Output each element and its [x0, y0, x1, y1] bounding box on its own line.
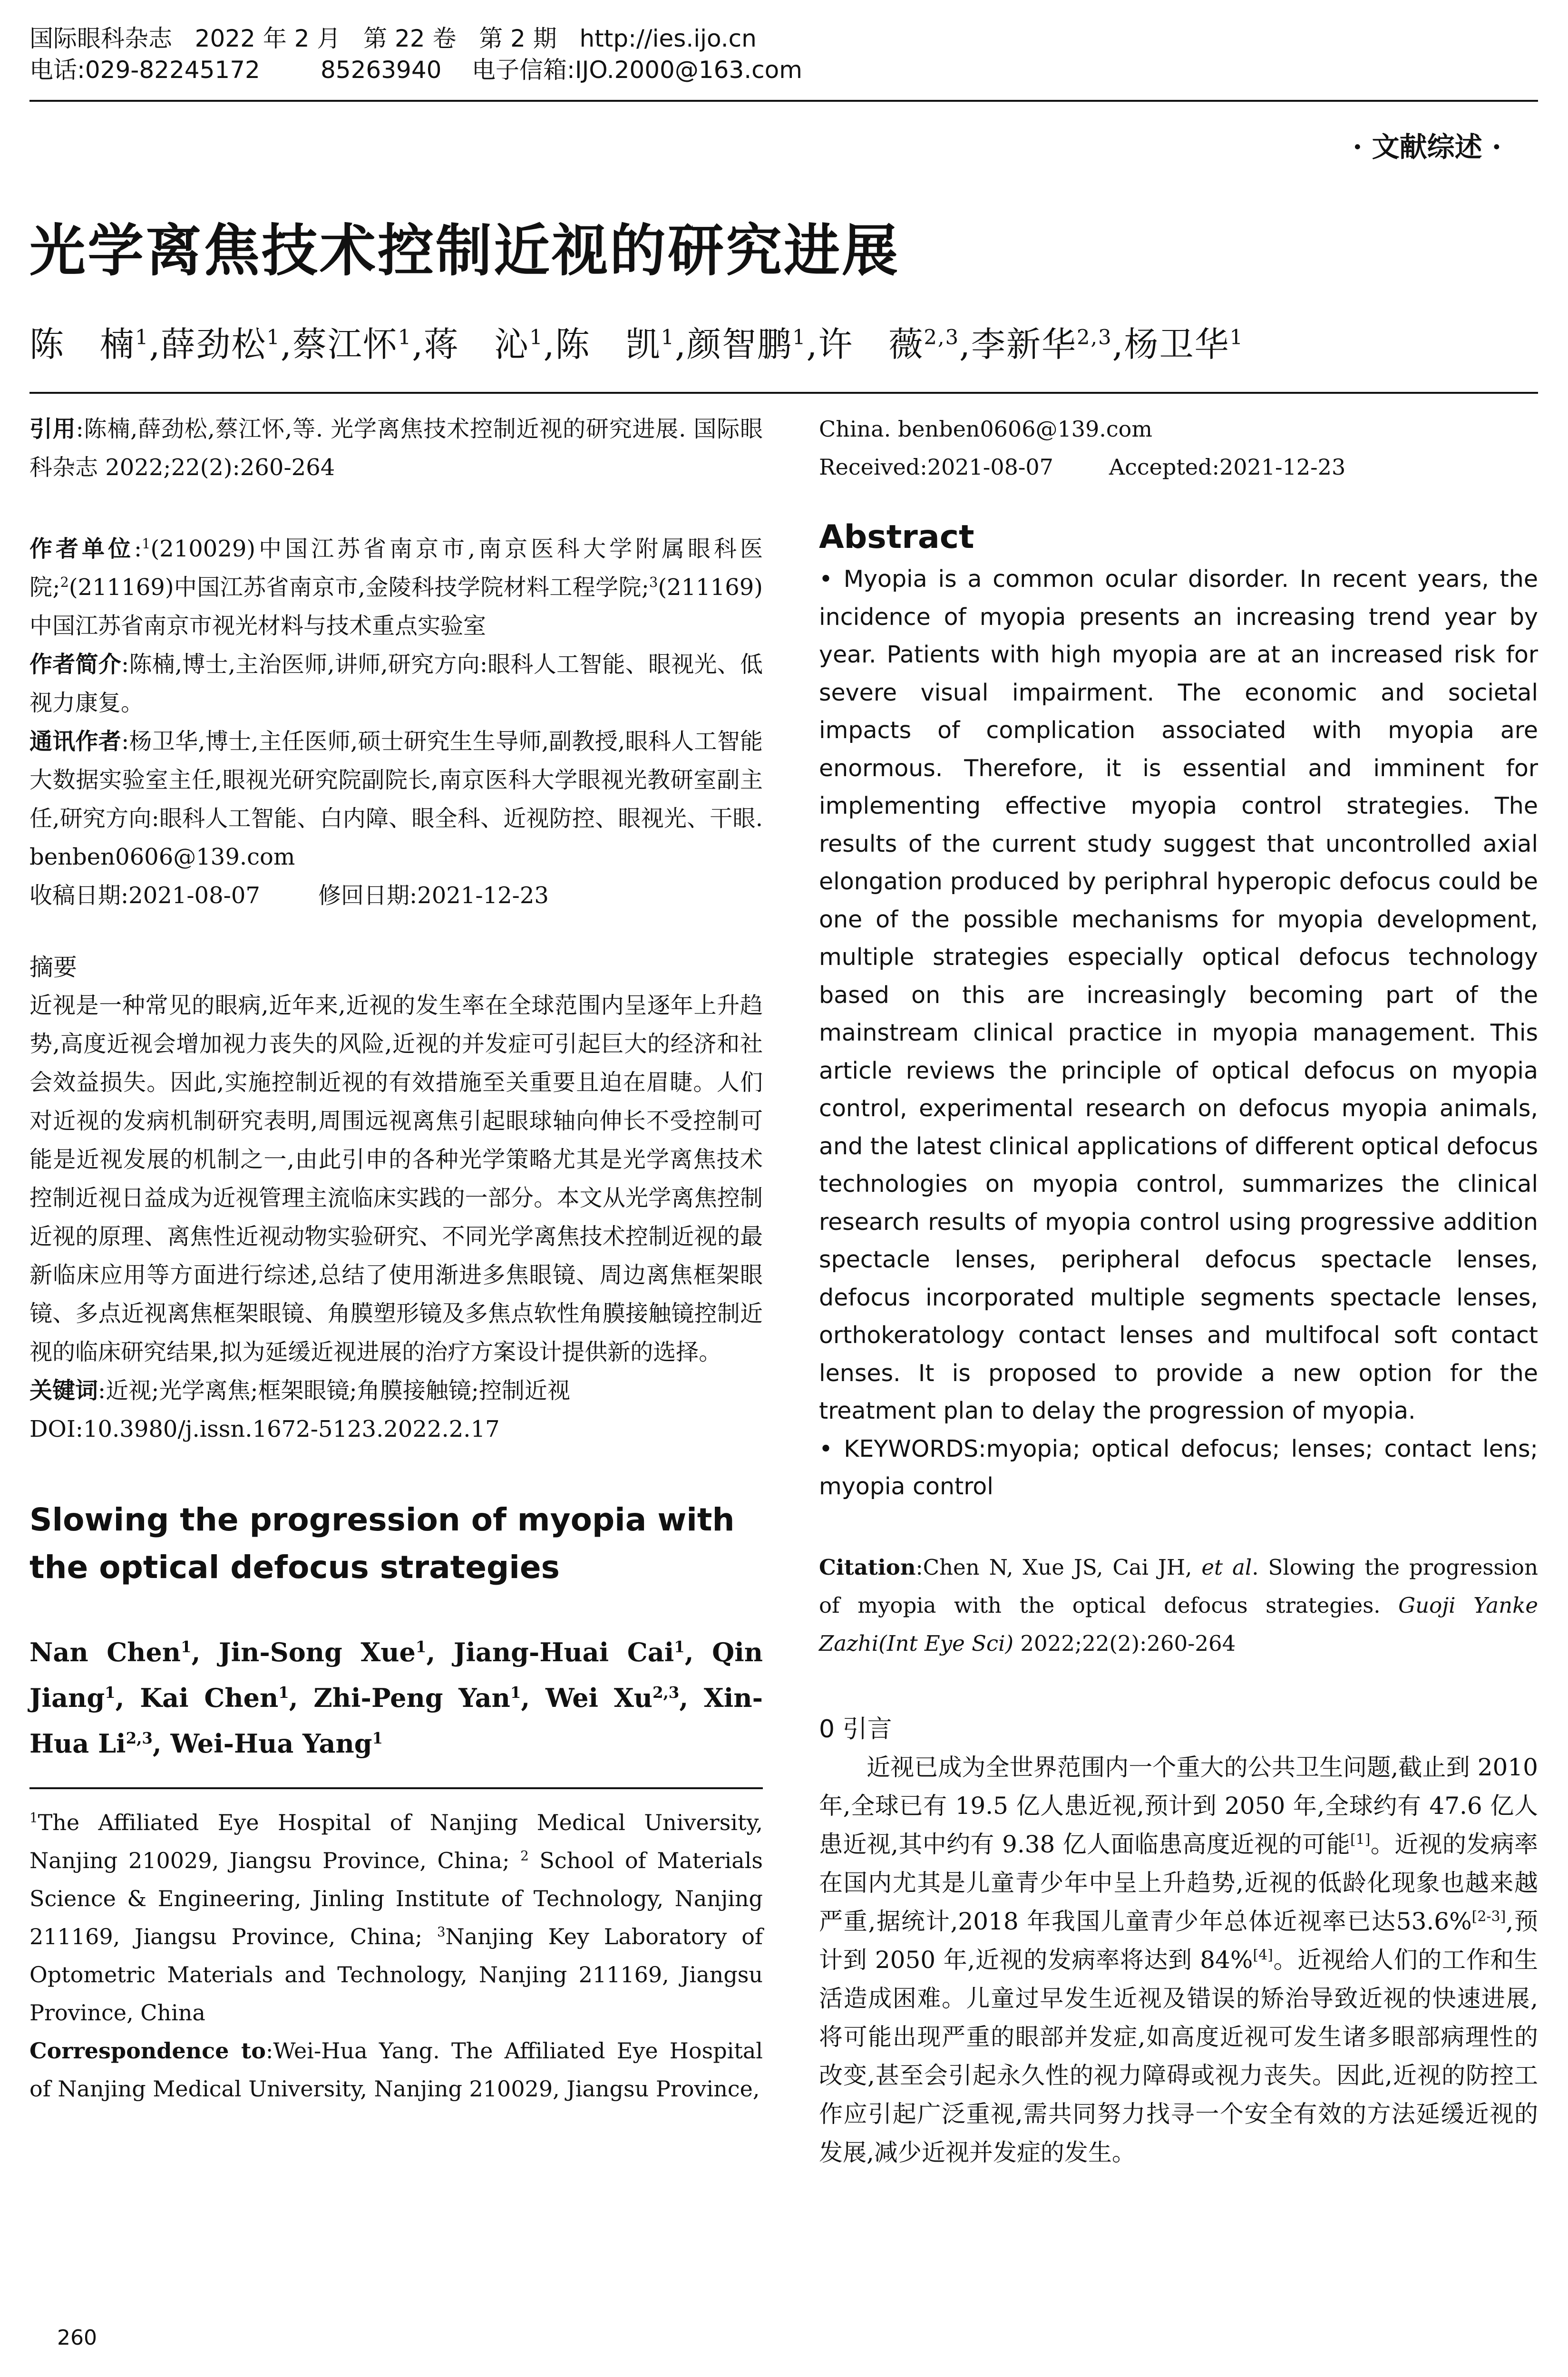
- corresponding-author-cn: 通讯作者:杨卫华,博士,主任医师,硕士研究生生导师,副教授,眼科人工智能大数据实验室主任,眼视光研究院副院长,南京医科大学眼视光教研室副主任,研究方向:眼科人工智能、白内障、眼全科、近视防控、眼视光、干眼. benben0606@139.com: [29, 728, 763, 870]
- dates-en: Received:2021-08-07 Accepted:2021-12-23: [819, 454, 1346, 480]
- abstract-en: • Myopia is a common ocular disorder. In recent years, the incidence of myopia presents an increasing trend year by year. Patients with high myopia are at an increased risk for severe visual impairment. The economic and societal impacts of complication associated with myopia are enormous. Therefore, it is essential and imminent for implementing effective myopia control strategies. The results of the current study suggest that uncontrolled axial elongation produced by periphral hyperopic defocus could be one of the possible mechanisms for myopia development, multiple strategies especially optical defocus technology based on this are increasingly becoming part of the mainstream clinical practice in myopia management. This article reviews the principle of optical defocus on myopia control, experimental research on defocus myopia animals, and the latest clinical applications of different optical defocus technologies on myopia control, summarizes the clinical research results of myopia control using progressive addition spectacle lenses, peripheral defocus spectacle lenses, defocus incorporated multiple segments spectacle lenses, orthokeratology contact lenses and multifocal soft contact lenses. It is proposed to provide a new option for the treatment plan to delay the progression of myopia.: [819, 565, 1539, 1424]
- authors-en: Nan Chen$^1$, Jin-Song Xue$^1$, Jiang-Huai Cai$^1$, Qin Jiang$^1$, Kai Chen$^1$, Zhi-Peng Yan$^1$, Wei Xu$^{2,3}$, Xin-Hua Li$^{2,3}$, Wei-Hua Yang$^1$: [29, 1637, 763, 1759]
- abstract-cn: 近视是一种常见的眼病,近年来,近视的发生率在全球范围内呈逐年上升趋势,高度近视会增加视力丧失的风险,近视的并发症可引起巨大的经济和社会效益损失。因此,实施控制近视的有效措施至关重要且迫在眉睫。人们对近视的发病机制研究表明,周围远视离焦引起眼球轴向伸长不受控制可能是近视发展的机制之一,由此引申的各种光学策略尤其是光学离焦技术控制近视日益成为近视管理主流临床实践的一部分。本文从光学离焦控制近视的原理、离焦性近视动物实验研究、不同光学离焦技术控制近视的最新临床应用等方面进行综述,总结了使用渐进多焦眼镜、周边离焦框架眼镜、多点近视离焦框架眼镜、角膜塑形镜及多焦点软性角膜接触镜控制近视的临床研究结果,拟为延缓近视进展的治疗方案设计提供新的选择。: [29, 992, 763, 1365]
- author-cn: 蒋 沁$^1$: [424, 324, 544, 364]
- reference-marker[interactable]: [2-3]: [1471, 1908, 1506, 1925]
- journal-header: [29, 23, 802, 86]
- right-column: [819, 410, 1538, 2172]
- author-bio-cn: 作者简介:陈楠,博士,主治医师,讲师,研究方向:眼科人工智能、眼视光、低视力康复。: [29, 651, 763, 716]
- doi: DOI:10.3980/j.issn.1672-5123.2022.2.17: [29, 1416, 500, 1442]
- journal-header-line1: 国际眼科杂志 2022 年 2 月 第 22 卷 第 2 期 http://ies.ijo.cn: [29, 25, 757, 52]
- author-cn: 陈 楠$^1$: [29, 324, 149, 364]
- authors-cn: 陈 楠$^1$,薛劲松$^1$,蔡江怀$^1$,蒋 沁$^1$,陈 凯$^1$,颜智鹏$^1$,许 薇$^{2,3}$,李新华$^{2,3}$,杨卫华$^1$: [29, 324, 1244, 364]
- author-cn: 许 薇$^{2,3}$: [818, 324, 960, 364]
- abstract-heading-en: Abstract: [819, 518, 974, 556]
- keywords-cn: 关键词:近视;光学离焦;框架眼镜;角膜接触镜;控制近视: [29, 1377, 570, 1404]
- header-rule: [29, 100, 1538, 102]
- abstract-heading-cn: 摘要: [29, 954, 77, 981]
- citation-cn: 引用:陈楠,薛劲松,蔡江怀,等. 光学离焦技术控制近视的研究进展. 国际眼科杂志 2022;22(2):260-264: [29, 416, 763, 481]
- reference-marker[interactable]: [1]: [1350, 1831, 1371, 1848]
- author-cn: 蔡江怀$^1$: [292, 324, 412, 364]
- title-cn: 光学离焦技术控制近视的研究进展: [29, 217, 900, 283]
- affiliations-en: $^1$The Affiliated Eye Hospital of Nanjing Medical University, Nanjing 210029, Jiangsu Province, China; $^2$ School of Materials Science & Engineering, Jinling Institute of Technology, Nanjing 211169, Jiangsu Province, China; $^3$Nanjing Key Laboratory of Optometric Materials and Technology, Nanjing 211169, Jiangsu Province, China: [29, 1810, 763, 2026]
- intro-heading: 0 引言: [819, 1715, 892, 1744]
- author-cn: 颜智鹏$^1$: [686, 324, 807, 364]
- section-tag: · 文献综述 ·: [1353, 131, 1501, 163]
- title-en: Slowing the progression of myopia with the optical defocus strategies: [29, 1501, 735, 1586]
- citation-en: Citation:Chen N, Xue JS, Cai JH, et al. Slowing the progression of myopia with the optical defocus strategies. Guoji Yanke Zazhi(Int Eye Sci) 2022;22(2):260-264: [819, 1554, 1539, 1656]
- author-cn: 李新华$^{2,3}$: [971, 324, 1112, 364]
- affil-rule: [29, 1787, 763, 1789]
- intro-paragraph: 近视已成为全世界范围内一个重大的公共卫生问题,截止到 2010 年,全球已有 19.5 亿人患近视,预计到 2050 年,全球约有 47.6 亿人患近视,其中约有 9.38 亿人面临患高度近视的可能[1]。近视的发病率在国内尤其是儿童青少年中呈上升趋势,近视的低龄化现象也越来越严重,据统计,2018 年我国儿童青少年总体近视率已达53.6%[2-3],预计到 2050 年,近视的发病率将达到 84%[4]。近视给人们的工作和生活造成困难。儿童过早发生近视及错误的矫治导致近视的快速进展,将可能出现严重的眼部并发症,如高度近视可发生诸多眼部病理性的改变,甚至会引起永久性的视力障碍或视力丧失。因此,近视的防控工作应引起广泛重视,需共同努力找寻一个安全有效的方法延缓近视的发展,减少近视并发症的发生。: [819, 1753, 1539, 2166]
- correspondence-cont: China. benben0606@139.com: [819, 416, 1152, 442]
- keywords-en: • KEYWORDS:myopia; optical defocus; lenses; contact lens; myopia control: [819, 1435, 1538, 1500]
- journal-header-line2: 电话:029-82245172 85263940 电子信箱:IJO.2000@163.com: [29, 56, 802, 84]
- left-column: [29, 410, 763, 2108]
- author-cn: 薛劲松$^1$: [161, 324, 281, 364]
- reference-marker[interactable]: [4]: [1253, 1946, 1273, 1963]
- correspondence-en: Correspondence to:Wei-Hua Yang. The Affiliated Eye Hospital of Nanjing Medical University, Nanjing 210029, Jiangsu Province,: [29, 2038, 763, 2102]
- author-cn: 陈 凯$^1$: [555, 324, 675, 364]
- page-number: 260: [57, 2326, 97, 2350]
- dates-cn: 收稿日期:2021-08-07 修回日期:2021-12-23: [29, 882, 549, 909]
- author-cn: 杨卫华$^1$: [1124, 324, 1244, 364]
- affiliations-cn: 作者单位:$^1$(210029)中国江苏省南京市,南京医科大学附属眼科医院;$^2$(211169)中国江苏省南京市,金陵科技学院材料工程学院;$^3$(211169)中国江苏省南京市视光材料与技术重点实验室: [29, 536, 763, 639]
- authors-rule: [29, 392, 1538, 394]
